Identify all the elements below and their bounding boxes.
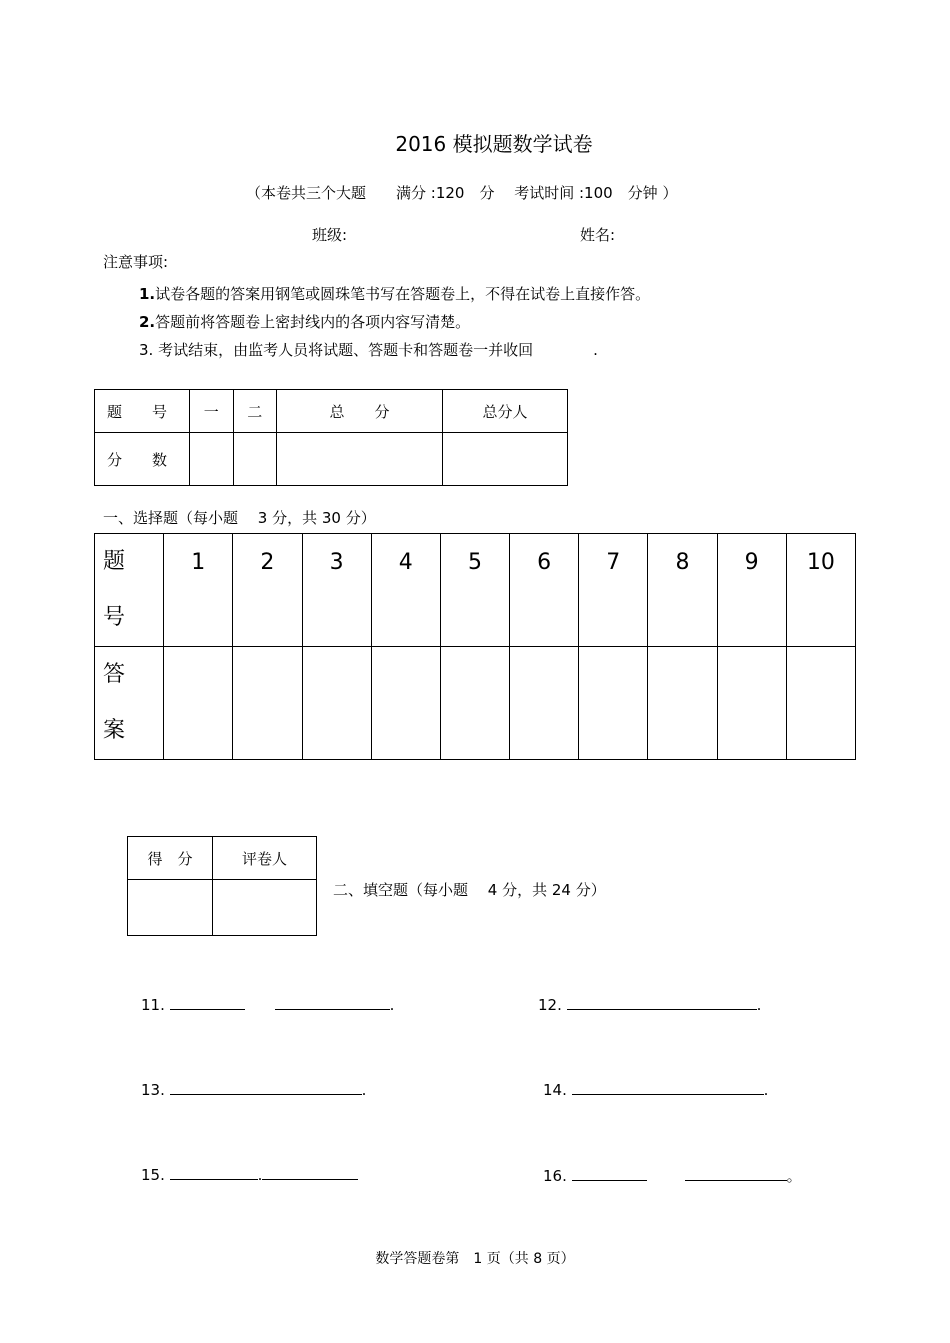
answer-cell[interactable] <box>717 647 786 760</box>
blank-q11: 11. . <box>141 996 395 1014</box>
answer-line[interactable] <box>572 1166 647 1181</box>
answer-cell[interactable] <box>579 647 648 760</box>
name-label: 姓名: <box>580 226 616 244</box>
answer-cell[interactable] <box>302 647 371 760</box>
question-number: 4 <box>371 534 440 647</box>
table-header-cell: 二 <box>233 390 277 433</box>
grader-cell[interactable] <box>213 880 317 936</box>
exam-info: （本卷共三个大题 满分 :120 分 考试时间 :100 分钟 ） <box>246 184 678 202</box>
note-item: 3. 考试结束，由监考人员将试题、答题卡和答题卷一并收回 . <box>139 341 598 359</box>
question-number: 5 <box>440 534 509 647</box>
answer-cell[interactable] <box>164 647 233 760</box>
score-label: 得 分 <box>128 837 213 880</box>
answer-line[interactable] <box>170 1080 362 1095</box>
page-title: 2016 模拟题数学试卷 <box>395 132 593 156</box>
notes-heading: 注意事项: <box>103 253 169 271</box>
answer-label: 答案 <box>95 647 164 760</box>
table-row-label: 分 数 <box>95 433 190 486</box>
blank-q14: 14. . <box>543 1081 769 1099</box>
answer-cell[interactable] <box>786 647 855 760</box>
score-cell[interactable] <box>233 433 277 486</box>
question-number: 7 <box>579 534 648 647</box>
answer-cell[interactable] <box>371 647 440 760</box>
score-summary-table <box>94 389 568 486</box>
blank-q13: 13. . <box>141 1081 367 1099</box>
answer-line[interactable] <box>275 995 390 1010</box>
answer-cell[interactable] <box>648 647 717 760</box>
answer-cell[interactable] <box>233 647 302 760</box>
table-header-cell: 总分人 <box>442 390 567 433</box>
score-cell[interactable] <box>190 433 234 486</box>
question-number: 3 <box>302 534 371 647</box>
section2-heading: 二、填空题（每小题 4 分，共 24 分） <box>333 881 606 899</box>
answer-line[interactable] <box>262 1165 358 1180</box>
grader-label: 评卷人 <box>213 837 317 880</box>
blank-q12: 12. . <box>538 996 762 1014</box>
answer-cell[interactable] <box>510 647 579 760</box>
grader-table <box>127 836 317 936</box>
blank-q16: 16. 。 <box>543 1167 802 1185</box>
score-cell[interactable] <box>128 880 213 936</box>
answer-line[interactable] <box>170 1165 258 1180</box>
answer-line[interactable] <box>572 1080 764 1095</box>
answer-cell[interactable] <box>440 647 509 760</box>
page-footer: 数学答题卷第 1 页（共 8 页） <box>375 1251 575 1267</box>
question-number: 2 <box>233 534 302 647</box>
note-item: 1.试卷各题的答案用钢笔或圆珠笔书写在答题卷上，不得在试卷上直接作答。 <box>139 285 651 303</box>
choice-answer-table <box>94 533 856 760</box>
question-number: 9 <box>717 534 786 647</box>
table-header-cell: 一 <box>190 390 234 433</box>
question-number: 10 <box>786 534 855 647</box>
score-cell[interactable] <box>442 433 567 486</box>
blank-q15: 15. . <box>141 1165 358 1184</box>
question-number: 8 <box>648 534 717 647</box>
question-number: 1 <box>164 534 233 647</box>
section1-heading: 一、选择题（每小题 3 分，共 30 分） <box>103 509 376 527</box>
answer-line[interactable] <box>170 995 245 1010</box>
question-number: 6 <box>510 534 579 647</box>
question-number-label: 题号 <box>95 534 164 647</box>
answer-line[interactable] <box>567 995 757 1010</box>
score-cell[interactable] <box>277 433 443 486</box>
table-header-cell: 题 号 <box>95 390 190 433</box>
note-item: 2.答题前将答题卷上密封线内的各项内容写清楚。 <box>139 313 471 331</box>
class-label: 班级: <box>312 226 348 244</box>
answer-line[interactable] <box>685 1166 787 1181</box>
table-header-cell: 总 分 <box>277 390 443 433</box>
